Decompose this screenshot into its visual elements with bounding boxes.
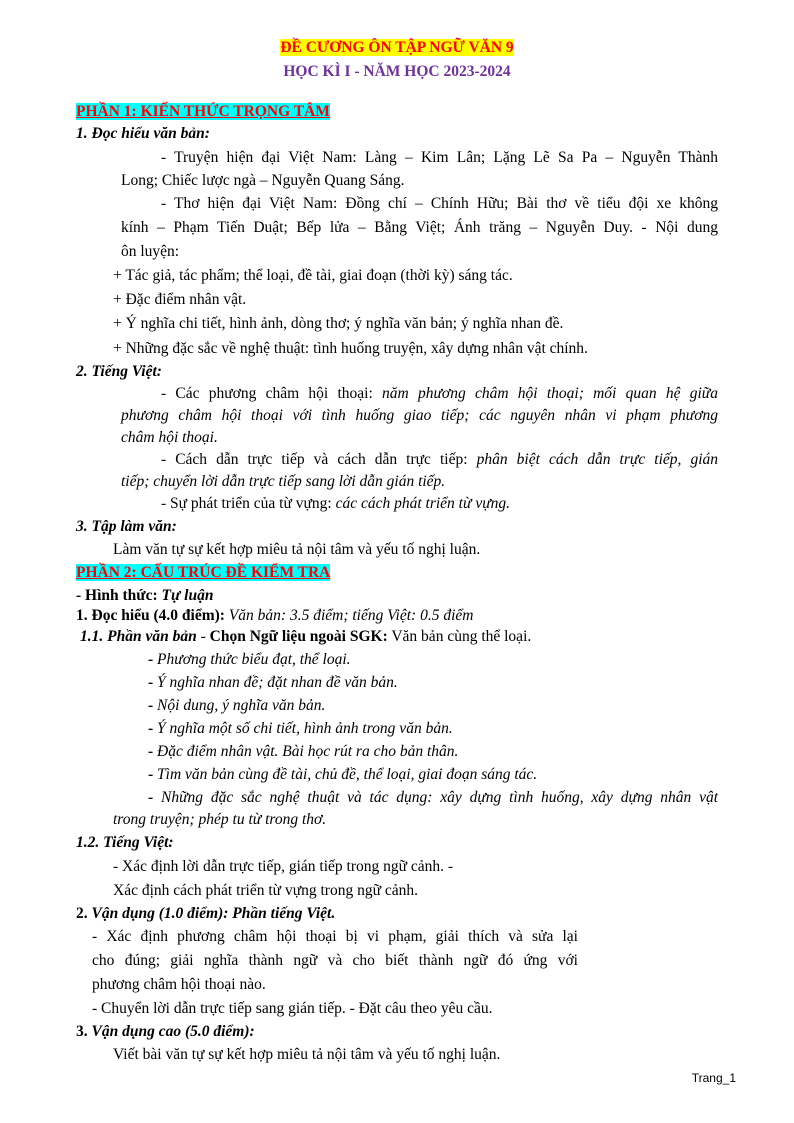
list-item: - Những đặc sắc nghệ thuật và tác dụng: xây dựng tình huống, xây dựng nhân vật xyxy=(148,789,719,806)
list-item: + Những đặc sắc về nghệ thuật: tình huống truyện, xây dựng nhân vật chính. xyxy=(113,340,588,357)
paragraph-line: - Truyện hiện đại Việt Nam: Làng – Kim Lân; Lặng Lẽ Sa Pa – Nguyễn Thành xyxy=(161,149,718,166)
list-item-continued: trong truyện; phép tu từ trong thơ. xyxy=(113,811,327,828)
question-1-2-title: 1.2. Tiếng Việt: xyxy=(76,834,174,851)
paragraph-line: tiếp; chuyển lời dẫn trực tiếp sang lời dẫn gián tiếp. xyxy=(121,473,446,490)
list-item: - Ý nghĩa nhan đề; đặt nhan đề văn bản. xyxy=(148,674,398,691)
list-item: - Ý nghĩa một số chi tiết, hình ảnh trong văn bản. xyxy=(148,720,453,737)
paragraph-line: Long; Chiếc lược ngà – Nguyễn Quang Sáng. xyxy=(121,172,405,189)
paragraph-line: - Xác định phương châm hội thoại bị vi phạm, giải thích và sửa lại xyxy=(92,928,578,945)
question-1-1-title: 1.1. Phần văn bản - Chọn Ngữ liệu ngoài SGK: Văn bản cùng thể loại. xyxy=(80,628,532,645)
section-tap-lam-van-title: 3. Tập làm văn: xyxy=(76,518,177,535)
paragraph-line: Xác định cách phát triển từ vựng trong ngữ cảnh. xyxy=(113,882,418,899)
list-item: - Đặc điểm nhân vật. Bài học rút ra cho bản thân. xyxy=(148,743,459,760)
paragraph-line: - Chuyển lời dẫn trực tiếp sang gián tiếp. - Đặt câu theo yêu cầu. xyxy=(92,1000,493,1017)
page-number: Trang_1 xyxy=(691,1071,736,1085)
part1-heading: PHẦN 1: KIẾN THỨC TRỌNG TÂM xyxy=(76,103,330,120)
question-3-title: 3. Vận dụng cao (5.0 điểm): xyxy=(76,1023,255,1040)
paragraph-line: - Sự phát triển của từ vựng: các cách phát triển từ vựng. xyxy=(161,495,511,512)
paragraph-line: - Xác định lời dẫn trực tiếp, gián tiếp trong ngữ cảnh. - xyxy=(113,858,454,875)
paragraph-line: Làm văn tự sự kết hợp miêu tả nội tâm và yếu tố nghị luận. xyxy=(113,541,481,558)
paragraph-line: ôn luyện: xyxy=(121,243,180,260)
list-item: + Tác giả, tác phẩm; thể loại, đề tài, giai đoạn (thời kỳ) sáng tác. xyxy=(113,267,513,284)
section-tieng-viet-title: 2. Tiếng Việt: xyxy=(76,363,162,380)
paragraph-line: châm hội thoại. xyxy=(121,429,218,446)
list-item: - Phương thức biểu đạt, thể loại. xyxy=(148,651,351,668)
question-1-title: 1. Đọc hiểu (4.0 điểm): Văn bản: 3.5 điểm; tiếng Việt: 0.5 điểm xyxy=(76,607,474,624)
list-item: - Nội dung, ý nghĩa văn bản. xyxy=(148,697,326,714)
document-subtitle: HỌC KÌ I - NĂM HỌC 2023-2024 xyxy=(283,63,511,80)
paragraph-line: Viết bài văn tự sự kết hợp miêu tả nội tâm và yếu tố nghị luận. xyxy=(113,1046,501,1063)
paragraph-line: phương châm hội thoại với tình huống giao tiếp; các nguyên nhân vi phạm phương xyxy=(121,407,718,424)
paragraph-line: - Cách dẫn trực tiếp và cách dẫn trực tiếp: phân biệt cách dẫn trực tiếp, gián xyxy=(161,451,718,468)
exam-format: - Hình thức: Tự luận xyxy=(76,587,214,604)
section-doc-hieu-title: 1. Đọc hiểu văn bản: xyxy=(76,125,210,142)
document-title: ĐỀ CƯƠNG ÔN TẬP NGỮ VĂN 9 xyxy=(280,39,514,56)
list-item: + Ý nghĩa chi tiết, hình ảnh, dòng thơ; ý nghĩa văn bản; ý nghĩa nhan đề. xyxy=(113,315,564,332)
list-item: + Đặc điểm nhân vật. xyxy=(113,291,247,308)
paragraph-line: - Các phương châm hội thoại: năm phương châm hội thoại; mối quan hệ giữa xyxy=(161,385,718,402)
paragraph-line: kính – Phạm Tiến Duật; Bếp lửa – Bằng Việt; Ánh trăng – Nguyễn Duy. - Nội dung xyxy=(121,219,718,236)
paragraph-line: cho đúng; giải nghĩa thành ngữ và cho biết thành ngữ đó ứng với xyxy=(92,952,578,969)
paragraph-line: phương châm hội thoại nào. xyxy=(92,976,266,993)
part2-heading: PHẦN 2: CẤU TRÚC ĐỀ KIỂM TRA xyxy=(76,564,331,581)
question-2-title: 2. Vận dụng (1.0 điểm): Phần tiếng Việt. xyxy=(76,905,336,922)
paragraph-line: - Thơ hiện đại Việt Nam: Đồng chí – Chính Hữu; Bài thơ về tiểu đội xe không xyxy=(161,195,718,212)
list-item: - Tìm văn bản cùng đề tài, chủ đề, thể loại, giai đoạn sáng tác. xyxy=(148,766,538,783)
